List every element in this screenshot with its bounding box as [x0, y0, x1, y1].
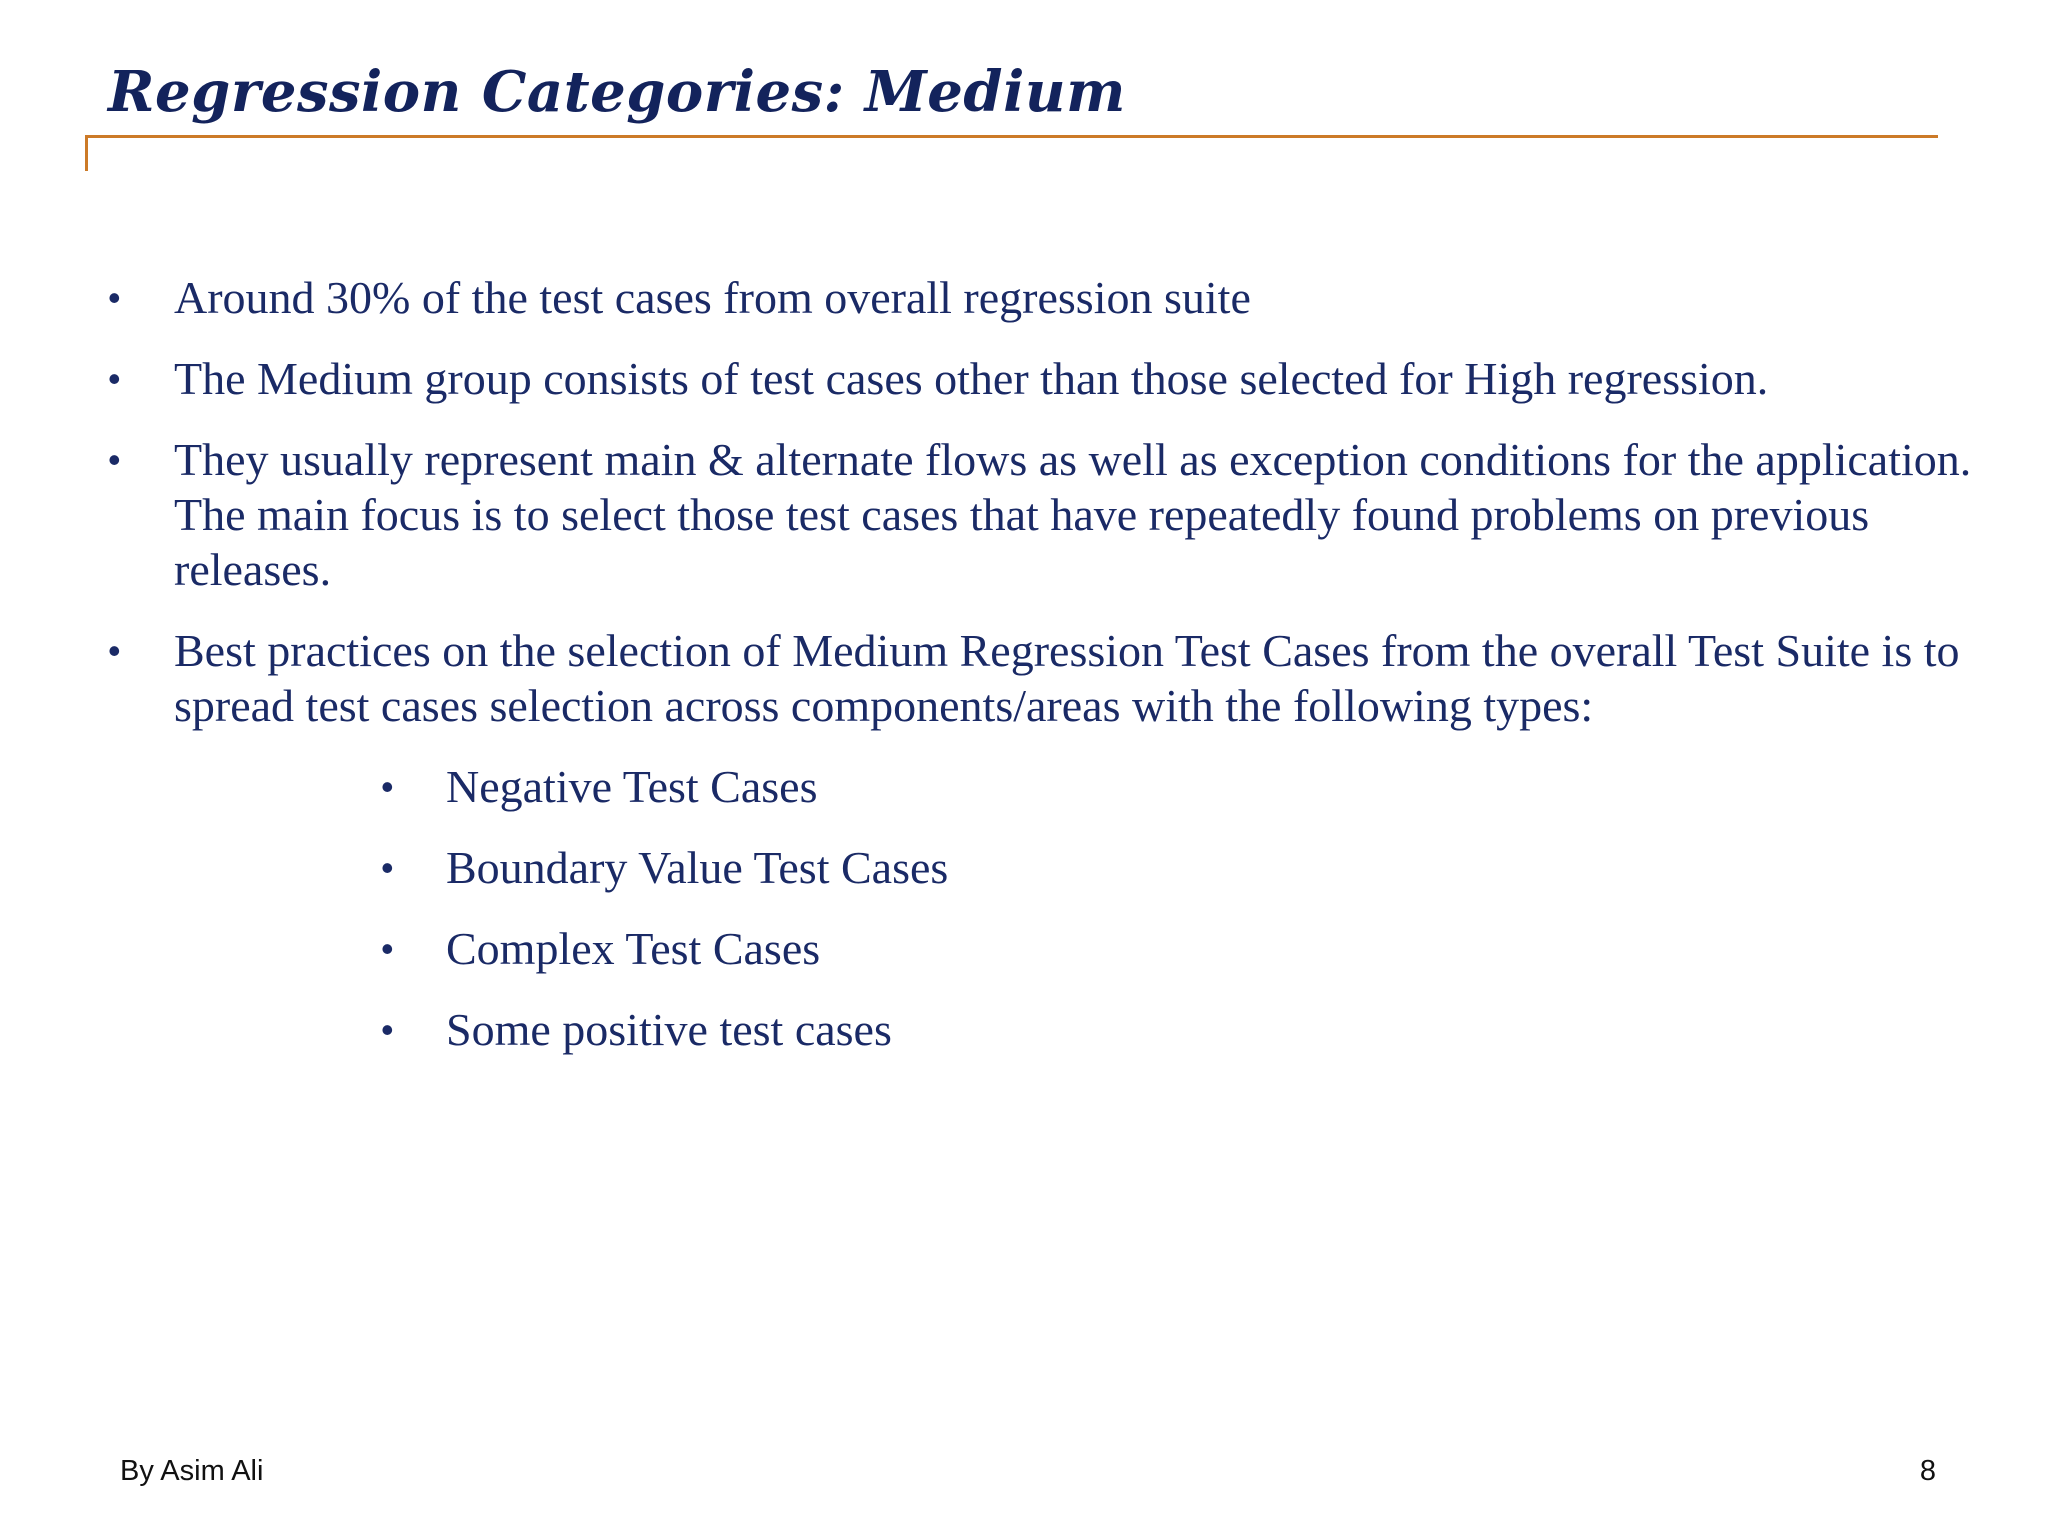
bullet-dot-icon: •: [108, 439, 121, 480]
sub-bullet-text: Some positive test cases: [446, 1004, 892, 1055]
bullet-dot-icon: •: [381, 847, 394, 888]
bullet-text: The Medium group consists of test cases other than those selected for High regression.: [174, 353, 1769, 404]
sub-bullet-item: [381, 840, 1988, 895]
bullet-dot-icon: •: [108, 630, 121, 671]
bullet-item: [108, 351, 1988, 406]
bullet-dot-icon: •: [381, 1009, 394, 1050]
page-number: 8: [1919, 1455, 1936, 1487]
sub-bullet-item: [381, 759, 1988, 814]
bullet-text: Around 30% of the test cases from overall regression suite: [174, 272, 1251, 323]
bullet-item: [108, 432, 1988, 597]
bullet-item: [108, 623, 1988, 1057]
bullet-dot-icon: •: [381, 766, 394, 807]
bullet-text: Best practices on the selection of Medium Regression Test Cases from the overall Test Suite is to spread test cases selection across components/areas with the following types:: [174, 625, 1960, 731]
bullet-item: [108, 270, 1988, 325]
sub-bullet-text: Complex Test Cases: [446, 923, 821, 974]
bullet-list: [108, 270, 1988, 1083]
sub-bullet-text: Boundary Value Test Cases: [446, 842, 949, 893]
bullet-dot-icon: •: [381, 928, 394, 969]
bullet-dot-icon: •: [108, 277, 121, 318]
bullet-text: They usually represent main & alternate flows as well as exception conditions for the application. The main focus is to select those test cases that have repeatedly found problems on previous releases.: [174, 434, 1972, 595]
sub-bullet-item: [381, 921, 1988, 976]
footer-author: By Asim Ali: [120, 1455, 264, 1487]
sub-bullet-list: [174, 759, 1988, 1057]
bullet-dot-icon: •: [108, 358, 121, 399]
title-corner-tick: [85, 135, 88, 171]
title-underline-rule: [85, 135, 1938, 138]
sub-bullet-text: Negative Test Cases: [446, 761, 818, 812]
slide-title: Regression Categories: Medium: [108, 59, 1126, 125]
sub-bullet-item: [381, 1002, 1988, 1057]
